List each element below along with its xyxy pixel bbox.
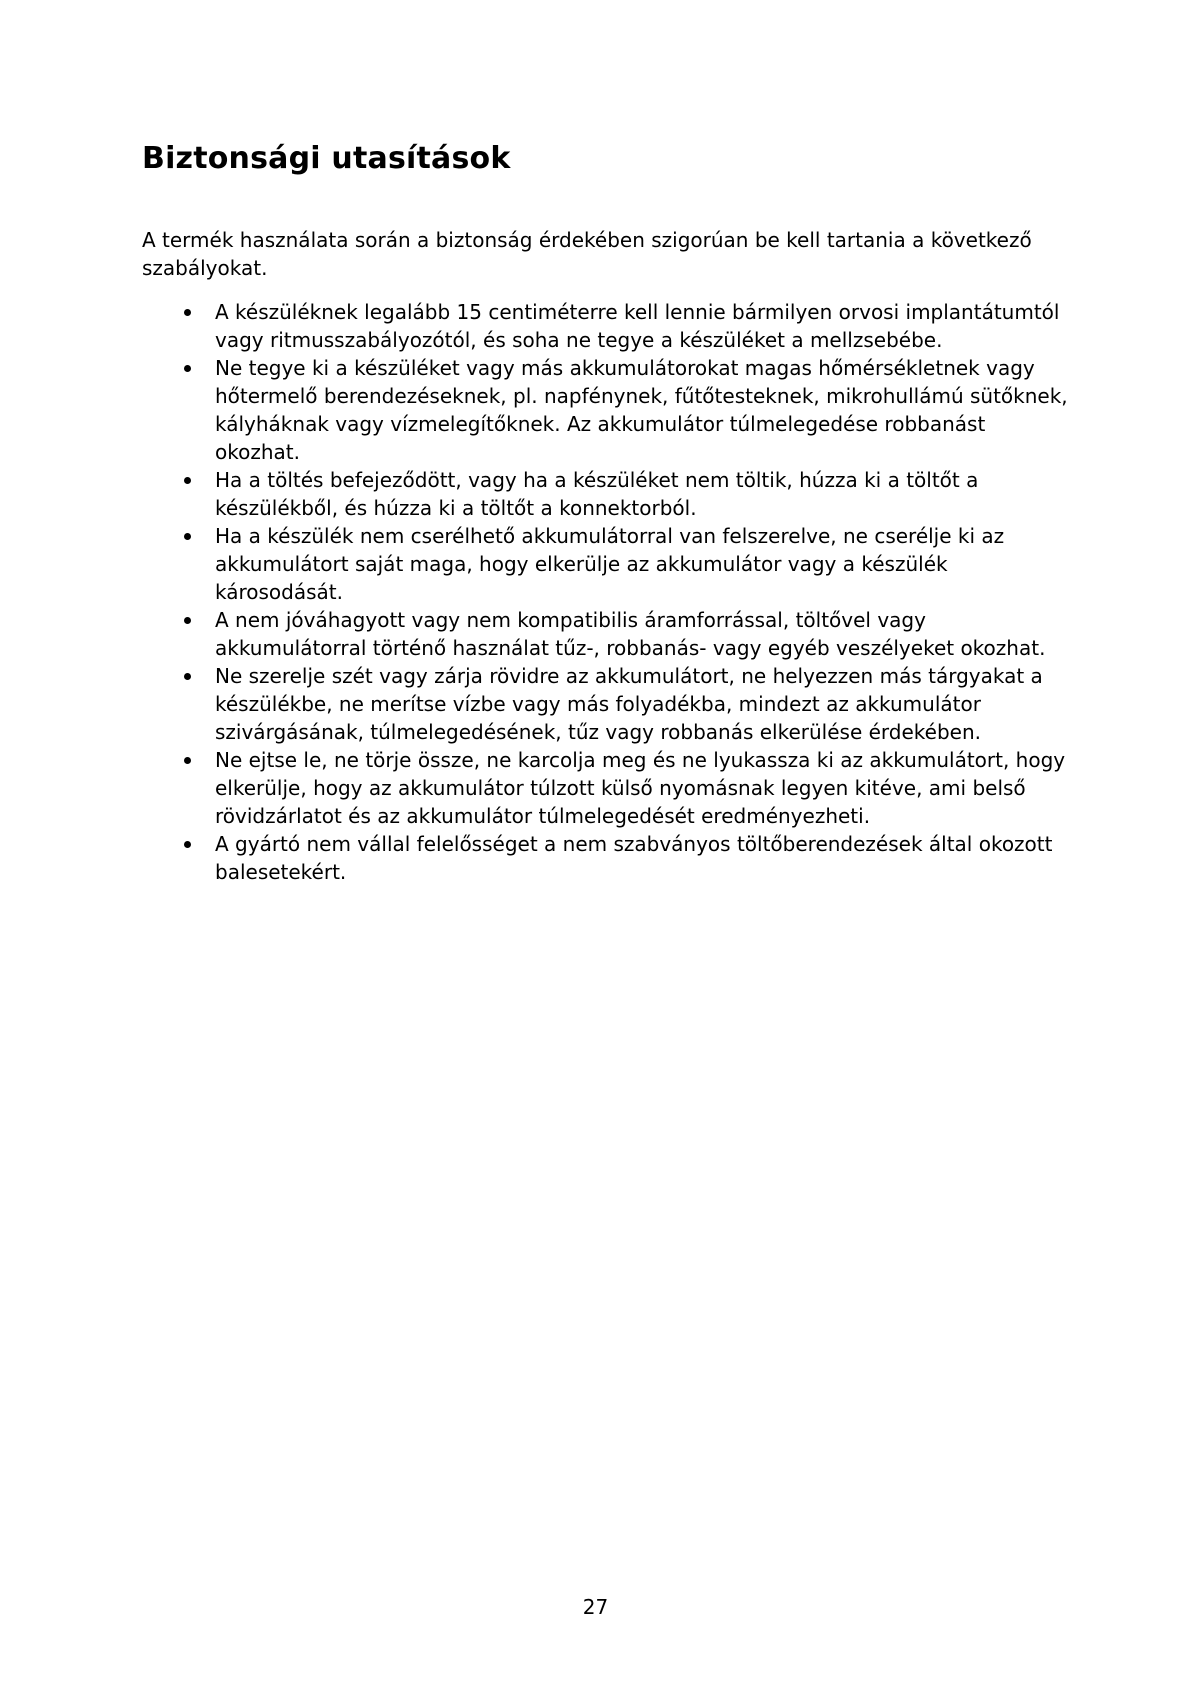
page-number: 27 bbox=[582, 1595, 609, 1619]
list-item-text: Ha a készülék nem cserélhető akkumulátorral van felszerelve, ne cserélje ki az akkumulátort saját maga, hogy elkerülje az akkumulátor vagy a készülék károsodását. bbox=[215, 524, 1005, 604]
bullet-icon bbox=[184, 309, 191, 316]
list-item-text: Ne tegye ki a készüléket vagy más akkumulátorokat magas hőmérsékletnek vagy hőtermelő berendezéseknek, pl. napfénynek, fűtőtesteknek, mikrohullámú sütőknek, kályháknak vagy vízmelegítőknek. Az akkumulátor túlmelegedése robbanást okozhat. bbox=[215, 356, 1068, 464]
list-item-text: A nem jóváhagyott vagy nem kompatibilis áramforrással, töltővel vagy akkumulátorral történő használat tűz-, robbanás- vagy egyéb veszélyeket okozhat. bbox=[215, 608, 1046, 660]
intro-paragraph: A termék használata során a biztonság érdekében szigorúan be kell tartania a következő szabályokat. bbox=[142, 228, 1032, 280]
page-title: Biztonsági utasítások bbox=[142, 141, 511, 176]
list-item-text: Ne szerelje szét vagy zárja rövidre az akkumulátort, ne helyezzen más tárgyakat a készülékbe, ne merítse vízbe vagy más folyadékba, mindezt az akkumulátor szivárgásának, túlmelegedésének, tűz vagy robbanás elkerülése érdekében. bbox=[215, 664, 1043, 744]
list-item bbox=[142, 466, 1072, 522]
bullet-icon bbox=[184, 673, 191, 680]
list-item-text: Ne ejtse le, ne törje össze, ne karcolja meg és ne lyukassza ki az akkumulátort, hogy elkerülje, hogy az akkumulátor túlzott külső nyomásnak legyen kitéve, ami belső rövidzárlatot és az akkumulátor túlmelegedését eredményezheti. bbox=[215, 748, 1066, 828]
list-item-text: A készüléknek legalább 15 centiméterre kell lennie bármilyen orvosi implantátumtól vagy ritmusszabályozótól, és soha ne tegye a készüléket a mellzsebébe. bbox=[215, 300, 1060, 352]
bullet-icon bbox=[184, 365, 191, 372]
bullet-icon bbox=[184, 533, 191, 540]
bullet-icon bbox=[184, 757, 191, 764]
list-item-text: Ha a töltés befejeződött, vagy ha a készüléket nem töltik, húzza ki a töltőt a készülékből, és húzza ki a töltőt a konnektorból. bbox=[215, 468, 979, 520]
bullet-icon bbox=[184, 477, 191, 484]
list-item bbox=[142, 522, 1072, 606]
bullet-icon bbox=[184, 617, 191, 624]
list-item bbox=[142, 606, 1072, 662]
safety-rules-list bbox=[142, 298, 1072, 886]
list-item-text: A gyártó nem vállal felelősséget a nem szabványos töltőberendezések által okozott balesetekért. bbox=[215, 832, 1053, 884]
list-item bbox=[142, 662, 1072, 746]
list-item bbox=[142, 298, 1072, 354]
bullet-icon bbox=[184, 841, 191, 848]
list-item bbox=[142, 354, 1072, 466]
list-item bbox=[142, 746, 1072, 830]
list-item bbox=[142, 830, 1072, 886]
